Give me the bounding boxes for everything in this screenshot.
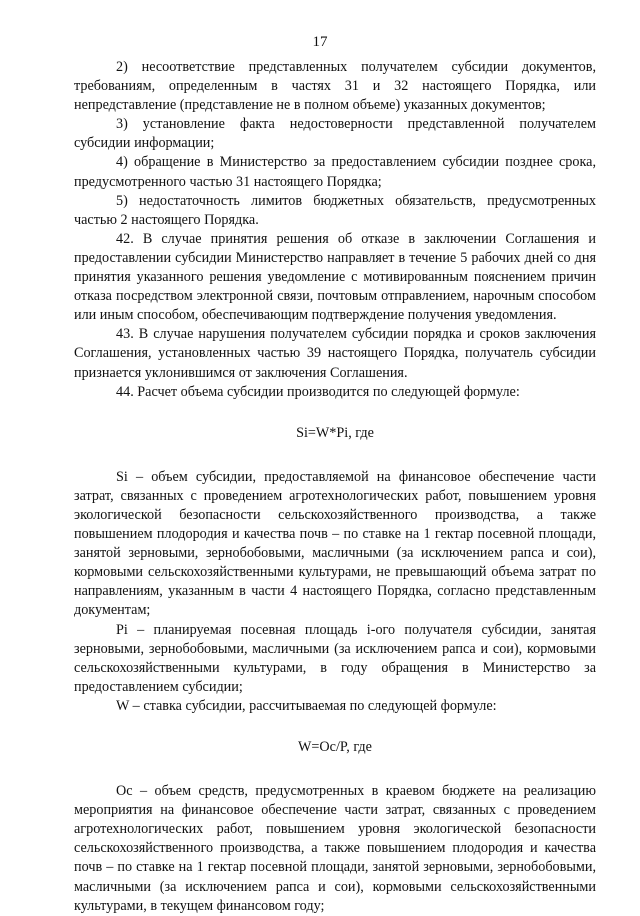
page-number: 17 xyxy=(312,34,328,50)
definition-w: W – ставка субсидии, рассчитываемая по следующей формуле: xyxy=(116,697,497,714)
definition-pi: Pi – планируемая посевная площадь i-ого получателя субсидии, занятая зерновыми, зернобобовыми, масличными (за исключением рапса и сои), кормовыми сельскохозяйственными культурами, в году обращения в Министерство за предоставлением субсидии; xyxy=(74,621,596,695)
definition-si: Si – объем субсидии, предоставляемой на финансовое обеспечение части затрат, связанных с проведением агротехнологических работ, повышением уровня экологической безопасности сельскохозяйственного производства, а также повышением плодородия и качества почв – по ставке на 1 гектар посевной площади, занятой зерновыми, зернобобовыми, масличными (за исключением рапса и сои), кормовыми сельскохозяйственными культурами, не превышающий объема затрат по направлениям, указанным в части 4 настоящего Порядка, согласно представленным документам; xyxy=(74,468,596,619)
paragraph-item-3: 3) установление факта недостоверности представленной получателем субсидии информации; xyxy=(74,116,596,152)
paragraph-item-5: 5) недостаточность лимитов бюджетных обязательств, предусмотренных частью 2 настоящего Порядка. xyxy=(74,192,596,228)
formula-rate: W=Oc/P, где xyxy=(298,739,372,755)
document-body xyxy=(74,58,596,916)
paragraph-item-2: 2) несоответствие представленных получателем субсидии документов, требованиям, определенным в частях 31 и 32 настоящего Порядка, или непредставление (представление не в полном объеме) указанных документов; xyxy=(74,59,596,114)
paragraph-item-4: 4) обращение в Министерство за предоставлением субсидии позднее срока, предусмотренного частью 31 настоящего Порядка; xyxy=(74,154,596,190)
paragraph-section-43: 43. В случае нарушения получателем субсидии порядка и сроков заключения Соглашения, установленных частью 39 настоящего Порядка, получатель субсидии признается уклонившимся от заключения Соглашения. xyxy=(74,326,596,381)
definition-oc: Oc – объем средств, предусмотренных в краевом бюджете на реализацию мероприятия на финансовое обеспечение части затрат, связанных с проведением агротехнологических работ, повышением уровня экологической безопасности сельскохозяйственного производства, а также повышением плодородия и качества почв – по ставке на 1 гектар посевной площади, занятой зерновыми, зернобобовыми, масличными (за исключением рапса и сои), кормовыми сельскохозяйственными культурами, в текущем финансовом году; xyxy=(74,783,596,914)
paragraph-section-44: 44. Расчет объема субсидии производится по следующей формуле: xyxy=(116,383,520,400)
paragraph-section-42: 42. В случае принятия решения об отказе в заключении Соглашения и предоставлении субсидии Министерство направляет в течение 5 рабочих дней со дня принятия указанного решения уведомление с мотивированным пояснением причин отказа посредством электронной связи, почтовым отправлением, нарочным способом или иным способом, обеспечивающим подтверждение получения уведомления. xyxy=(74,230,596,324)
formula-subsidy: Si=W*Pi, где xyxy=(296,424,374,441)
